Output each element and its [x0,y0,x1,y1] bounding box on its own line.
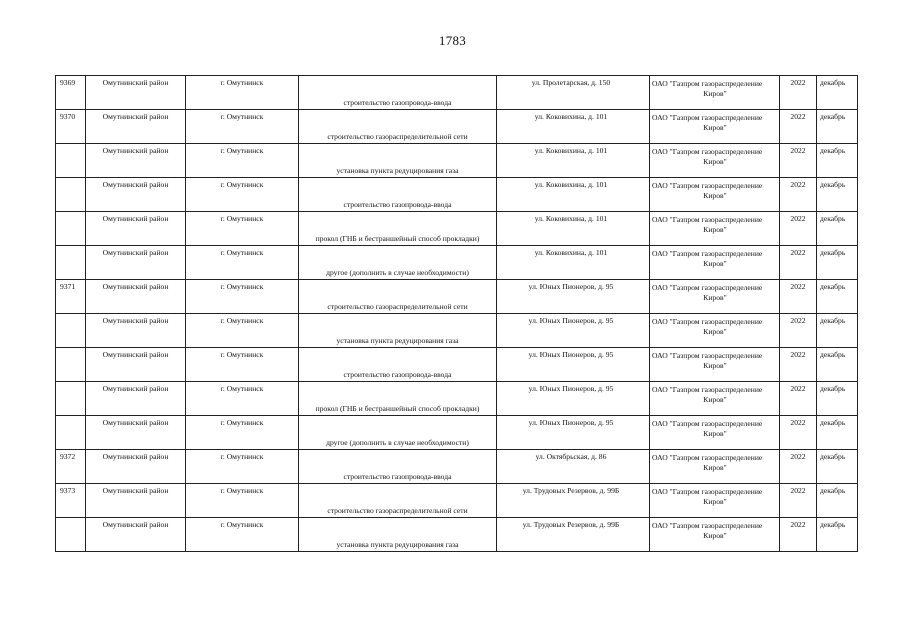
cell-city [186,348,299,382]
cell-month [817,348,858,382]
cell-city [186,212,299,246]
month-text: декабрь [820,282,846,291]
cell-city [186,280,299,314]
table-body [56,76,858,552]
table-row [56,314,858,348]
work-type-text: строительство газопровода-ввода [343,98,452,108]
cell-number [56,212,86,246]
work-type-text: строительство газопровода-ввода [343,200,452,210]
organization-line-2: Киров" [703,293,727,303]
cell-work [299,518,497,552]
district-text: Омутнинский район [102,214,169,223]
cell-address [497,416,650,450]
work-type-text: установка пункта редуцирования газа [336,166,459,176]
month-text: декабрь [820,316,846,325]
cell-year [780,314,817,348]
city-text: г. Омутнинск [220,248,264,257]
cell-work [299,212,497,246]
cell-organization [650,212,780,246]
cell-district [86,110,186,144]
work-type-text: строительство газораспределительной сети [327,132,468,142]
cell-organization [650,450,780,484]
cell-year [780,144,817,178]
cell-year [780,518,817,552]
work-type-text: строительство газопровода-ввода [343,472,452,482]
cell-number [56,144,86,178]
cell-district [86,246,186,280]
table-row [56,518,858,552]
page-number: 1783 [438,33,467,48]
year-text: 2022 [790,384,806,393]
cell-district [86,382,186,416]
city-text: г. Омутнинск [220,316,264,325]
organization-line-1: ОАО "Газпром газораспределение [652,521,763,530]
row-number: 9372 [60,452,76,461]
month-text: декабрь [820,78,846,87]
organization-line-2: Киров" [703,531,727,541]
cell-work [299,76,497,110]
city-text: г. Омутнинск [220,486,264,495]
cell-work [299,144,497,178]
cell-number [56,450,86,484]
works-table [55,75,858,552]
city-text: г. Омутнинск [220,78,264,87]
cell-address [497,382,650,416]
district-text: Омутнинский район [102,350,169,359]
cell-organization [650,518,780,552]
cell-number [56,76,86,110]
year-text: 2022 [790,180,806,189]
month-text: декабрь [820,520,846,529]
city-text: г. Омутнинск [220,350,264,359]
work-type-text: прокол (ГНБ и бестраншейный способ прокладки) [315,234,480,244]
district-text: Омутнинский район [102,486,169,495]
row-number: 9369 [60,78,76,87]
month-text: декабрь [820,384,846,393]
organization-line-1: ОАО "Газпром газораспределение [652,385,763,394]
cell-address [497,76,650,110]
district-text: Омутнинский район [102,112,169,121]
organization-line-2: Киров" [703,429,727,439]
cell-organization [650,348,780,382]
cell-district [86,484,186,518]
month-text: декабрь [820,418,846,427]
cell-city [186,484,299,518]
year-text: 2022 [790,452,806,461]
cell-number [56,416,86,450]
cell-address [497,518,650,552]
cell-organization [650,484,780,518]
row-number: 9373 [60,486,76,495]
cell-year [780,348,817,382]
year-text: 2022 [790,418,806,427]
month-text: декабрь [820,146,846,155]
district-text: Омутнинский район [102,418,169,427]
address-text: ул. Октябрьская, д. 86 [535,452,607,461]
cell-city [186,110,299,144]
cell-month [817,144,858,178]
cell-number [56,518,86,552]
table-row [56,280,858,314]
cell-number [56,246,86,280]
district-text: Омутнинский район [102,180,169,189]
district-text: Омутнинский район [102,520,169,529]
cell-month [817,450,858,484]
row-number: 9371 [60,282,76,291]
cell-month [817,314,858,348]
work-type-text: другое (дополнить в случае необходимости) [326,438,469,448]
work-type-text: установка пункта редуцирования газа [336,336,459,346]
cell-organization [650,246,780,280]
year-text: 2022 [790,146,806,155]
cell-month [817,212,858,246]
year-text: 2022 [790,350,806,359]
cell-organization [650,178,780,212]
work-type-text: другое (дополнить в случае необходимости) [326,268,469,278]
work-type-text: строительство газопровода-ввода [343,370,452,380]
cell-year [780,484,817,518]
cell-address [497,484,650,518]
address-text: ул. Юных Пионеров, д. 95 [528,418,614,427]
cell-address [497,348,650,382]
city-text: г. Омутнинск [220,452,264,461]
cell-district [86,518,186,552]
cell-organization [650,416,780,450]
cell-district [86,178,186,212]
organization-line-1: ОАО "Газпром газораспределение [652,113,763,122]
table-row [56,416,858,450]
cell-organization [650,110,780,144]
cell-address [497,450,650,484]
cell-number [56,484,86,518]
organization-line-1: ОАО "Газпром газораспределение [652,181,763,190]
district-text: Омутнинский район [102,248,169,257]
address-text: ул. Коковихина, д. 101 [534,214,608,223]
district-text: Омутнинский район [102,78,169,87]
address-text: ул. Юных Пионеров, д. 95 [528,350,614,359]
cell-district [86,280,186,314]
cell-city [186,314,299,348]
cell-work [299,178,497,212]
cell-number [56,110,86,144]
month-text: декабрь [820,112,846,121]
month-text: декабрь [820,248,846,257]
organization-line-2: Киров" [703,225,727,235]
cell-address [497,212,650,246]
address-text: ул. Коковихина, д. 101 [534,180,608,189]
cell-month [817,246,858,280]
cell-number [56,280,86,314]
cell-city [186,382,299,416]
month-text: декабрь [820,350,846,359]
cell-number [56,382,86,416]
table-row [56,246,858,280]
organization-line-1: ОАО "Газпром газораспределение [652,317,763,326]
month-text: декабрь [820,452,846,461]
cell-district [86,212,186,246]
organization-line-1: ОАО "Газпром газораспределение [652,147,763,156]
cell-work [299,246,497,280]
work-type-text: установка пункта редуцирования газа [336,540,459,550]
address-text: ул. Коковихина, д. 101 [534,248,608,257]
cell-address [497,110,650,144]
city-text: г. Омутнинск [220,520,264,529]
cell-work [299,450,497,484]
city-text: г. Омутнинск [220,282,264,291]
cell-organization [650,144,780,178]
table-row [56,484,858,518]
year-text: 2022 [790,282,806,291]
organization-line-1: ОАО "Газпром газораспределение [652,215,763,224]
city-text: г. Омутнинск [220,180,264,189]
city-text: г. Омутнинск [220,112,264,121]
cell-address [497,314,650,348]
organization-line-1: ОАО "Газпром газораспределение [652,351,763,360]
organization-line-1: ОАО "Газпром газораспределение [652,419,763,428]
address-text: ул. Пролетарская, д. 150 [531,78,611,87]
cell-month [817,110,858,144]
year-text: 2022 [790,112,806,121]
year-text: 2022 [790,78,806,87]
cell-year [780,416,817,450]
cell-organization [650,76,780,110]
month-text: декабрь [820,180,846,189]
cell-month [817,484,858,518]
district-text: Омутнинский район [102,316,169,325]
cell-year [780,450,817,484]
cell-district [86,416,186,450]
cell-district [86,450,186,484]
table-row [56,76,858,110]
work-type-text: строительство газораспределительной сети [327,302,468,312]
organization-line-2: Киров" [703,259,727,269]
organization-line-2: Киров" [703,327,727,337]
cell-work [299,110,497,144]
cell-month [817,416,858,450]
cell-year [780,110,817,144]
city-text: г. Омутнинск [220,214,264,223]
cell-work [299,382,497,416]
year-text: 2022 [790,248,806,257]
year-text: 2022 [790,316,806,325]
address-text: ул. Трудовых Резервов, д. 99Б [522,486,620,495]
cell-work [299,484,497,518]
organization-line-2: Киров" [703,497,727,507]
cell-number [56,314,86,348]
district-text: Омутнинский район [102,452,169,461]
work-type-text: прокол (ГНБ и бестраншейный способ прокладки) [315,404,480,414]
cell-year [780,382,817,416]
organization-line-2: Киров" [703,395,727,405]
cell-work [299,280,497,314]
organization-line-1: ОАО "Газпром газораспределение [652,453,763,462]
cell-district [86,144,186,178]
year-text: 2022 [790,214,806,223]
address-text: ул. Юных Пионеров, д. 95 [528,384,614,393]
cell-district [86,348,186,382]
cell-year [780,76,817,110]
cell-address [497,280,650,314]
address-text: ул. Коковихина, д. 101 [534,112,608,121]
organization-line-2: Киров" [703,89,727,99]
cell-city [186,178,299,212]
work-type-text: строительство газораспределительной сети [327,506,468,516]
table-row [56,382,858,416]
cell-number [56,178,86,212]
cell-month [817,178,858,212]
organization-line-1: ОАО "Газпром газораспределение [652,487,763,496]
cell-year [780,212,817,246]
city-text: г. Омутнинск [220,384,264,393]
cell-address [497,178,650,212]
cell-month [817,76,858,110]
cell-work [299,314,497,348]
table-row [56,348,858,382]
address-text: ул. Юных Пионеров, д. 95 [528,282,614,291]
cell-city [186,450,299,484]
year-text: 2022 [790,520,806,529]
month-text: декабрь [820,486,846,495]
cell-address [497,246,650,280]
city-text: г. Омутнинск [220,418,264,427]
cell-address [497,144,650,178]
address-text: ул. Трудовых Резервов, д. 99Б [522,520,620,529]
cell-organization [650,314,780,348]
cell-city [186,144,299,178]
organization-line-2: Киров" [703,123,727,133]
cell-month [817,382,858,416]
city-text: г. Омутнинск [220,146,264,155]
table-row [56,450,858,484]
organization-line-1: ОАО "Газпром газораспределение [652,283,763,292]
month-text: декабрь [820,214,846,223]
cell-month [817,518,858,552]
organization-line-2: Киров" [703,157,727,167]
cell-city [186,76,299,110]
address-text: ул. Коковихина, д. 101 [534,146,608,155]
cell-work [299,416,497,450]
year-text: 2022 [790,486,806,495]
table-row [56,212,858,246]
cell-work [299,348,497,382]
cell-city [186,416,299,450]
organization-line-2: Киров" [703,463,727,473]
district-text: Омутнинский район [102,384,169,393]
cell-year [780,280,817,314]
cell-year [780,246,817,280]
organization-line-2: Киров" [703,191,727,201]
cell-city [186,246,299,280]
row-number: 9370 [60,112,76,121]
cell-number [56,348,86,382]
district-text: Омутнинский район [102,146,169,155]
cell-organization [650,280,780,314]
table-row [56,178,858,212]
cell-organization [650,382,780,416]
cell-year [780,178,817,212]
cell-district [86,76,186,110]
table-row [56,110,858,144]
table-row [56,144,858,178]
address-text: ул. Юных Пионеров, д. 95 [528,316,614,325]
cell-district [86,314,186,348]
district-text: Омутнинский район [102,282,169,291]
organization-line-2: Киров" [703,361,727,371]
cell-month [817,280,858,314]
organization-line-1: ОАО "Газпром газораспределение [652,79,763,88]
cell-city [186,518,299,552]
organization-line-1: ОАО "Газпром газораспределение [652,249,763,258]
